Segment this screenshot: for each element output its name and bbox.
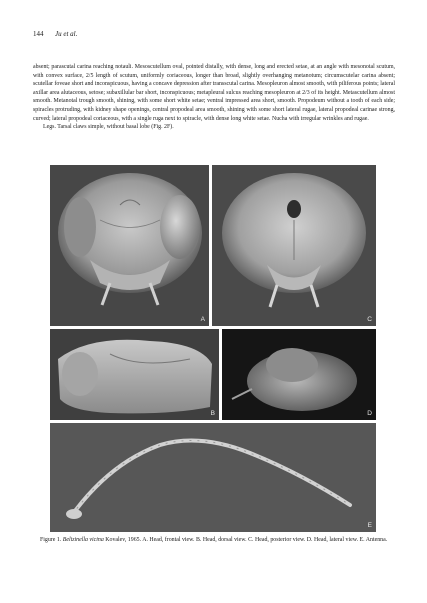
panel-b-head-dorsal (50, 329, 219, 420)
head-dorsal-image (50, 329, 219, 420)
caption-species: Belizinella vicina (62, 537, 104, 543)
panel-label-e: E (367, 522, 372, 529)
paragraph-legs: Legs. Tarsal claws simple, without basal lobe (Fig. 2F). (43, 124, 174, 131)
panel-label-a: A (200, 316, 205, 323)
panel-label-b: B (210, 410, 215, 417)
panel-label-d: D (367, 410, 372, 417)
antenna-image (50, 423, 376, 532)
body-text (33, 63, 395, 132)
running-head: Ju et al. (55, 30, 78, 38)
panel-d-head-lateral (222, 329, 376, 420)
head-frontal-image (50, 165, 209, 326)
caption-text: Kovalev, 1965. A. Head, frontal view. B. Head, dorsal view. C. Head, posterior view. D. Head, lateral view. E. Antenna. (103, 537, 388, 543)
figure-plate (50, 165, 376, 532)
figure-caption (40, 536, 390, 544)
caption-prefix: Figure 1. (40, 537, 63, 543)
page-number: 144 (33, 30, 44, 38)
head-lateral-image (222, 329, 376, 420)
paragraph-mesosoma: absent; parascutal carina reaching notauli. Mesoscutellum oval, pointed distally, with dense, long and erected setae, at an angle with mesonotal scutum, with convex surface, 2/5 length of scutum, uniformly coriaceous, longer than broad, slightly overhanging metanotum; circumscutelar carina absent; scutellar foveae short and inconspicuous, having a concave depression after transscutal carina. Mesopleuron almost smooth, with piliferous points; lateral axillar area alutaceous, setose; subaxillular bar short, inconspicuous; metapleural sulcus reaching mesopleuron at 2/3 of its height. Metascutellum almost smooth. Metanotal trough smooth, shining, with some short white setae; ventral impressed area short, smooth. Propodeum without a tooth of each side; spiracles protruding, with kidney shape openings, central propodeal area smooth, shining with some short lateral rugae, lateral propodeal carinae strong, curved; lateral propodeal coriaceous, with a single ruga next to spiracle, with dense long white setae. Nucha with irregular wrinkles and rugae. (33, 64, 396, 122)
panel-label-c: C (367, 316, 372, 323)
panel-e-antenna (50, 423, 376, 532)
panel-c-head-posterior (212, 165, 376, 326)
panel-a-head-frontal (50, 165, 209, 326)
head-posterior-image (212, 165, 376, 326)
